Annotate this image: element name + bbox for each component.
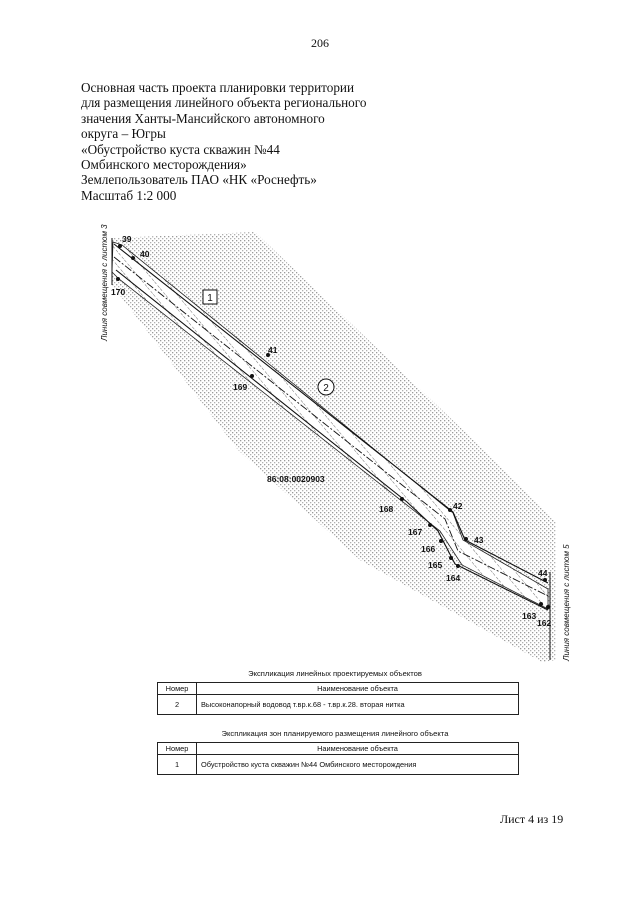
vertex-point (546, 605, 550, 609)
point-label: 164 (446, 573, 461, 583)
title-line: «Обустройство куста скважин №44 (81, 141, 280, 157)
vertex-point (543, 578, 547, 582)
sheet-number: Лист 4 из 19 (500, 812, 564, 826)
match-line-right-label: Линия совмещения с листом 5 (562, 544, 571, 661)
zone-marker-2: 2 (323, 383, 329, 394)
column-header: Номер (158, 683, 197, 695)
zone-marker-1: 1 (207, 293, 213, 304)
vertex-point (400, 497, 404, 501)
table-header-row (158, 683, 519, 695)
vertex-point (464, 537, 468, 541)
point-label: 41 (268, 345, 278, 355)
point-label: 163 (522, 611, 537, 621)
parcel-id-label: 86:08:0020903 (267, 474, 325, 484)
vertex-point (439, 539, 443, 543)
point-label: 167 (408, 527, 423, 537)
vertex-point (131, 256, 135, 260)
vertex-point (449, 556, 453, 560)
table-cell: 1 (158, 755, 197, 775)
point-label: 165 (428, 560, 443, 570)
match-line-left-label: Линия совмещения с листом 3 (100, 224, 109, 341)
title-line: значения Ханты-Мансийского автономного (81, 110, 325, 126)
table-zones (157, 742, 519, 775)
table-cell: Обустройство куста скважин №44 Омбинского месторождения (197, 755, 519, 775)
title-line: Омбинского месторождения» (81, 157, 247, 173)
point-label: 44 (538, 568, 548, 578)
table-cell: Высоконапорный водовод т.вр.к.68 - т.вр.к.28. вторая нитка (197, 695, 519, 715)
point-label: 42 (453, 501, 463, 511)
vertex-point (250, 374, 254, 378)
table-row (158, 695, 519, 715)
vertex-point (448, 508, 452, 512)
vertex-point (456, 564, 460, 568)
point-label: 168 (379, 504, 394, 514)
vertex-point (116, 277, 120, 281)
column-header: Наименование объекта (197, 683, 519, 695)
point-label: 40 (140, 249, 150, 259)
vertex-point (118, 244, 122, 248)
title-line: для размещения линейного объекта регионального (81, 95, 367, 111)
table-row (158, 755, 519, 775)
scale-line: Масштаб 1:2 000 (81, 187, 177, 203)
table-header-row (158, 743, 519, 755)
table-cell: 2 (158, 695, 197, 715)
vertex-point (428, 523, 432, 527)
column-header: Наименование объекта (197, 743, 519, 755)
title-line: Основная часть проекта планировки территории (81, 80, 355, 95)
point-label: 166 (421, 544, 436, 554)
point-label: 43 (474, 535, 484, 545)
column-header: Номер (158, 743, 197, 755)
point-label: 169 (233, 382, 248, 392)
title-line: округа – Югры (81, 126, 166, 142)
point-label: 39 (122, 234, 132, 244)
table-linear-objects (157, 682, 519, 715)
point-label: 162 (537, 618, 552, 628)
point-label: 170 (111, 287, 126, 297)
table2-caption: Экспликация зон планируемого размещения линейного объекта (221, 729, 449, 738)
title-line: Землепользователь ПАО «НК «Роснефть» (81, 172, 317, 188)
vertex-point (539, 602, 543, 606)
corridor-zone-1 (112, 242, 548, 609)
page-number: 206 (311, 36, 329, 50)
table1-caption: Экспликация линейных проектируемых объектов (248, 669, 422, 678)
